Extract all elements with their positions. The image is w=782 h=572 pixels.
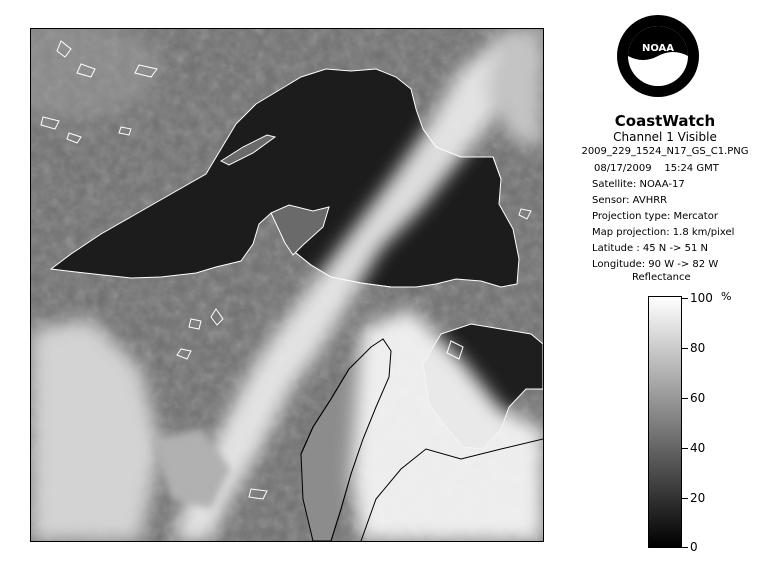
colorbar-label: Reflectance [632,272,691,283]
satellite-image [30,28,544,542]
colorbar-tick-label: 60 [690,391,706,405]
satellite-svg [31,29,543,541]
reflectance-colorbar [648,296,682,548]
colorbar-tick [682,398,688,399]
colorbar-tick [682,448,688,449]
colorbar-tick [682,298,688,299]
map-projection-info: Map projection: 1.8 km/pixel [592,227,735,238]
colorbar-tick-label: 100 [690,291,713,305]
colorbar-tick-label: 0 [690,540,698,554]
colorbar-tick-label: 20 [690,491,706,505]
product-title: CoastWatch [614,112,716,130]
acquisition-datetime: 08/17/2009 15:24 GMT [594,163,719,174]
noaa-logo-graphic [616,14,700,98]
colorbar-tick [682,547,688,548]
noaa-logo-text: NOAA [641,43,675,54]
colorbar-tick [682,348,688,349]
colorbar-tick-label: 40 [690,441,706,455]
projection-type-info: Projection type: Mercator [592,211,718,222]
colorbar-tick-label: 80 [690,341,706,355]
noaa-logo [616,14,700,98]
colorbar-unit: % [721,290,732,303]
longitude-range: Longitude: 90 W -> 82 W [592,259,719,270]
colorbar-tick [682,498,688,499]
satellite-info: Satellite: NOAA-17 [592,179,685,190]
sensor-info: Sensor: AVHRR [592,195,668,206]
latitude-range: Latitude : 45 N -> 51 N [592,243,708,254]
channel-name: Channel 1 Visible [613,130,717,144]
image-filename: 2009_229_1524_N17_GS_C1.PNG [581,146,749,157]
